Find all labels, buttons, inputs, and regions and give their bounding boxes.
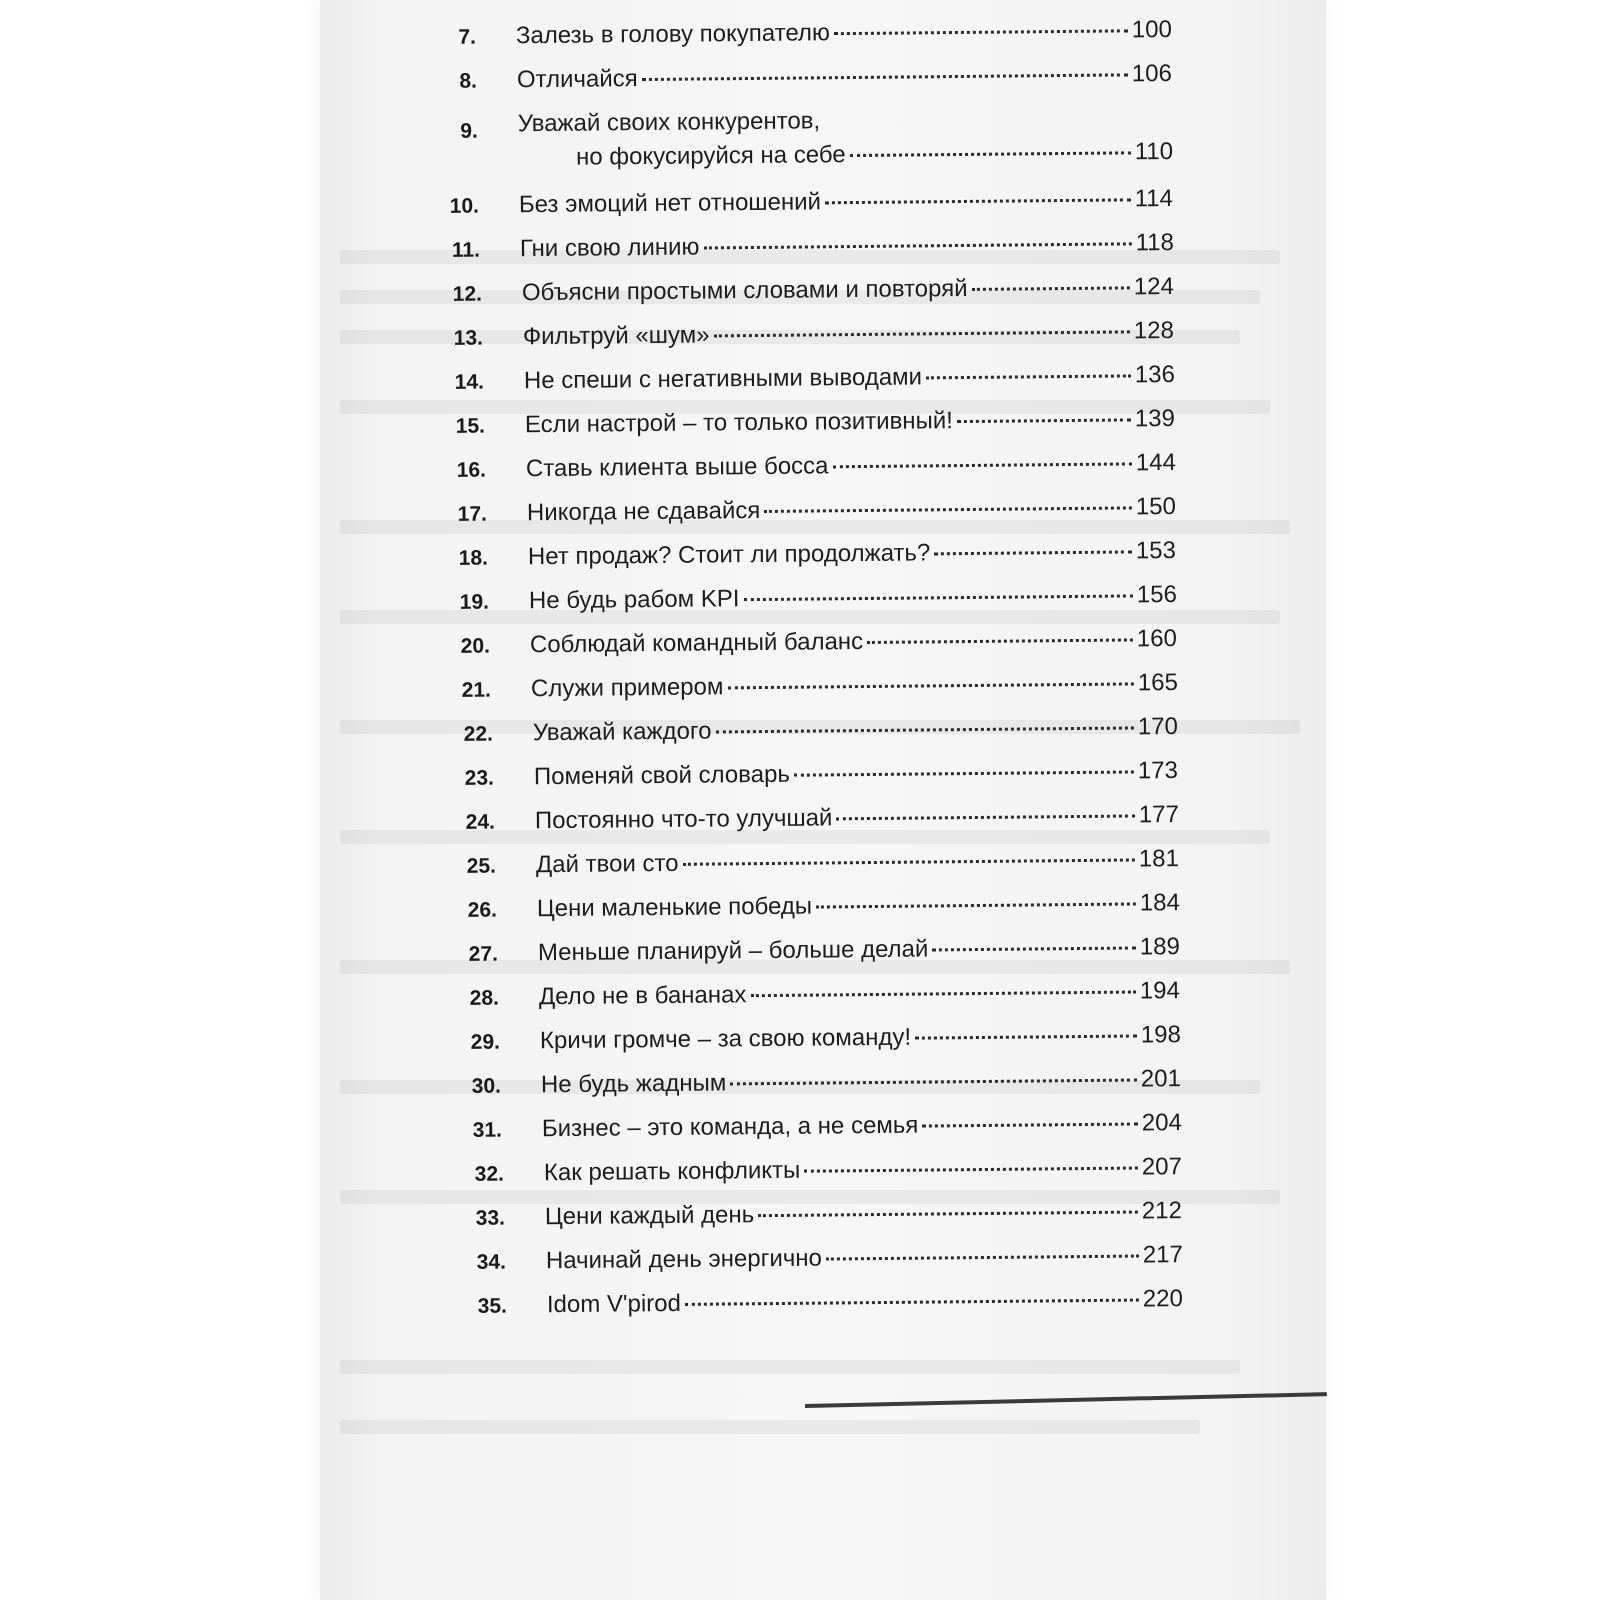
toc-entry-line (529, 580, 1177, 616)
toc-entry-page: 204 (1141, 1109, 1183, 1137)
toc-entry-line (516, 15, 1172, 51)
toc-entry-title: Соблюдай командный баланс (529, 628, 864, 659)
dot-leader (764, 506, 1132, 513)
dot-leader (703, 242, 1131, 249)
toc-entry-title-line1: Уважай своих конкурентов, (517, 107, 821, 138)
toc-entry (467, 1284, 1183, 1337)
dot-leader (836, 814, 1134, 820)
toc-entry-title: Фильтруй «шум» (522, 321, 710, 351)
toc-entry-title: Дело не в бананах (538, 981, 747, 1011)
toc-entry-number: 25. (466, 854, 497, 878)
toc-entry-title: Как решать конфликты (543, 1156, 801, 1187)
toc-entry-number: 24. (465, 810, 496, 834)
toc-entry-title: Не будь жадным (540, 1069, 727, 1099)
toc-entry-title: Меньше планируй – больше делай (537, 935, 929, 967)
toc-entry-title: Idom V'pirod (546, 1289, 682, 1319)
dot-leader (758, 1211, 1138, 1218)
dot-leader (714, 330, 1130, 337)
toc-entry-line (531, 668, 1178, 704)
toc-entry-page: 194 (1139, 977, 1181, 1005)
toc-entry-number: 33. (475, 1206, 506, 1230)
toc-entry-page: 184 (1139, 889, 1181, 917)
toc-entry-number: 16. (456, 458, 487, 482)
toc-entry-line (519, 184, 1173, 220)
dot-leader (826, 1255, 1139, 1261)
toc-entry-page: 220 (1142, 1285, 1184, 1313)
dot-leader (832, 462, 1131, 468)
dot-leader (834, 29, 1128, 35)
toc-entry-title: Никогда не сдавайся (526, 496, 761, 527)
toc-entry-number: 22. (463, 722, 494, 746)
toc-entry-page: 165 (1137, 669, 1179, 697)
toc-entry-page: 110 (1134, 137, 1174, 166)
toc-entry-line (517, 59, 1172, 95)
toc-entry-line (524, 360, 1175, 396)
toc-entry-line (526, 448, 1176, 484)
toc-entry-page: 139 (1134, 404, 1176, 433)
toc-entry-title: Уважай каждого (532, 717, 712, 747)
toc-entry-page: 170 (1137, 713, 1179, 741)
toc-entry-number: 10. (449, 194, 480, 218)
dot-leader (743, 594, 1132, 601)
dot-leader (642, 73, 1128, 81)
toc-entry-line (547, 1284, 1183, 1320)
toc-entry-page: 106 (1131, 59, 1173, 88)
toc-entry-number: 11. (451, 238, 481, 262)
dot-leader (867, 638, 1133, 644)
dot-leader (926, 374, 1131, 379)
toc-entry-page: 114 (1134, 184, 1174, 213)
dot-leader (957, 418, 1131, 423)
toc-entry-line (537, 888, 1180, 924)
toc-entry-number: 9. (460, 119, 478, 143)
toc-entry-line (528, 536, 1176, 572)
toc-entry-line (523, 316, 1174, 352)
toc-entry-line (527, 492, 1176, 528)
toc-entry-title: Бизнес – это команда, а не семья (541, 1111, 919, 1143)
dot-leader (750, 991, 1135, 998)
dot-leader (685, 1299, 1139, 1306)
toc-entry-line (576, 137, 1173, 173)
toc-entry-number: 31. (472, 1118, 503, 1142)
toc-entry-number: 18. (458, 546, 489, 570)
toc-entry-title: Объясни простыми словами и повторяй (521, 274, 968, 307)
toc-entry-number: 17. (457, 502, 488, 526)
toc-entry-line (545, 1196, 1182, 1232)
toc-entry-title: Дай твои сто (535, 849, 679, 879)
toc-entry-line (535, 800, 1179, 836)
toc-entry-title: Без эмоций нет отношений (518, 188, 822, 219)
toc-entry-line (534, 756, 1178, 792)
toc-entry-title: Не будь рабом KPI (528, 585, 740, 615)
dot-leader (915, 1035, 1137, 1040)
toc-entry-title: Ставь клиента выше босса (525, 452, 829, 483)
dot-leader (922, 1123, 1138, 1128)
toc-entry-page: 124 (1133, 272, 1175, 301)
toc-entry-number: 13. (453, 326, 484, 350)
toc-entry-title: Нет продаж? Стоит ли продолжать? (527, 539, 931, 571)
toc-entry-number: 14. (454, 370, 485, 394)
toc-entry-page: 173 (1137, 757, 1179, 785)
dot-leader (730, 1079, 1137, 1086)
toc-entry-page: 212 (1141, 1197, 1183, 1225)
toc-entry-page: 153 (1135, 537, 1177, 565)
toc-entry-number: 23. (464, 766, 495, 790)
toc-entry-page: 128 (1133, 316, 1175, 345)
toc-entry-page: 160 (1136, 625, 1178, 653)
toc-entry-line (541, 1064, 1181, 1100)
dot-leader (715, 726, 1133, 733)
toc-entry-line (520, 228, 1174, 264)
toc-entry-number: 30. (471, 1074, 502, 1098)
toc-entry-line (544, 1152, 1182, 1188)
toc-entry-line (546, 1240, 1183, 1276)
toc-entry-page: 217 (1142, 1241, 1184, 1269)
toc-entry-page: 207 (1141, 1153, 1183, 1181)
dot-leader (932, 946, 1136, 951)
toc-entry-line (536, 844, 1179, 880)
toc-entry-page: 144 (1135, 448, 1177, 477)
toc-entry-page: 181 (1138, 845, 1180, 873)
toc-entry-title: Отличайся (516, 65, 638, 94)
toc-entry-line (539, 976, 1180, 1012)
toc-entry-title: но фокусируйся на себе (575, 141, 846, 171)
toc-entry-number: 32. (474, 1162, 505, 1186)
toc-entry-title: Постоянно что-то улучшай (534, 804, 833, 835)
toc-entry-title: Начинай день энергично (545, 1244, 823, 1275)
dot-leader (804, 1167, 1138, 1173)
toc-entry-number: 21. (461, 678, 492, 702)
toc-entry (438, 103, 1174, 192)
toc-entry-title: Цени каждый день (544, 1201, 755, 1231)
toc-entry-page: 198 (1140, 1021, 1182, 1049)
toc-entry-page: 156 (1136, 581, 1178, 609)
toc-entry-line (525, 404, 1175, 440)
toc-entry-line (538, 932, 1180, 968)
toc-entry-title: Служи примером (530, 673, 724, 703)
toc-entry-title: Кричи громче – за свою команду! (539, 1023, 912, 1055)
toc-entry-number: 26. (467, 898, 498, 922)
toc-entry-number: 7. (458, 25, 477, 49)
toc-entry-number: 19. (459, 590, 490, 614)
toc-entry-title: Залезь в голову покупателю (515, 19, 831, 50)
dot-leader (727, 682, 1133, 689)
toc-entry-page: 201 (1140, 1065, 1182, 1093)
toc-entry-title: Если настрой – то только позитивный! (524, 407, 954, 439)
toc-entry-title: Поменяй свой словарь (533, 760, 791, 791)
toc-entry-number: 8. (459, 69, 478, 93)
dot-leader (934, 550, 1132, 555)
toc-entry-title: Гни свою линию (519, 233, 700, 263)
toc-entry-page: 177 (1138, 801, 1180, 829)
dot-leader (825, 198, 1131, 204)
dot-leader (794, 770, 1134, 776)
toc-entry-page: 150 (1135, 493, 1177, 521)
dot-leader (972, 286, 1130, 291)
toc-entry-number: 12. (452, 282, 483, 306)
toc-entry-number: 27. (468, 942, 499, 966)
toc-entry-number: 15. (455, 414, 486, 438)
toc-entry-line (540, 1020, 1181, 1056)
toc-entry-number: 28. (469, 986, 500, 1010)
toc-entry-number: 29. (470, 1030, 501, 1054)
dot-leader (850, 151, 1131, 157)
toc-entry-number: 34. (476, 1250, 507, 1274)
toc-entry-line (522, 272, 1174, 308)
toc-entry-number: 35. (477, 1294, 508, 1318)
toc-entry-page: 118 (1135, 228, 1175, 257)
dot-leader (816, 902, 1136, 908)
toc-entry-page: 100 (1131, 15, 1173, 44)
toc-entry-page: 136 (1134, 360, 1176, 389)
toc-entry-title: Не спеши с негативными выводами (523, 363, 923, 395)
toc-entry-page: 189 (1139, 933, 1181, 961)
toc-entry-line (533, 712, 1178, 748)
dot-leader (683, 858, 1135, 865)
toc-entry-line (542, 1108, 1182, 1144)
toc-entry-number: 20. (460, 634, 491, 658)
toc-entry-title: Цени маленькие победы (536, 892, 813, 923)
toc-entry-line (530, 624, 1177, 660)
